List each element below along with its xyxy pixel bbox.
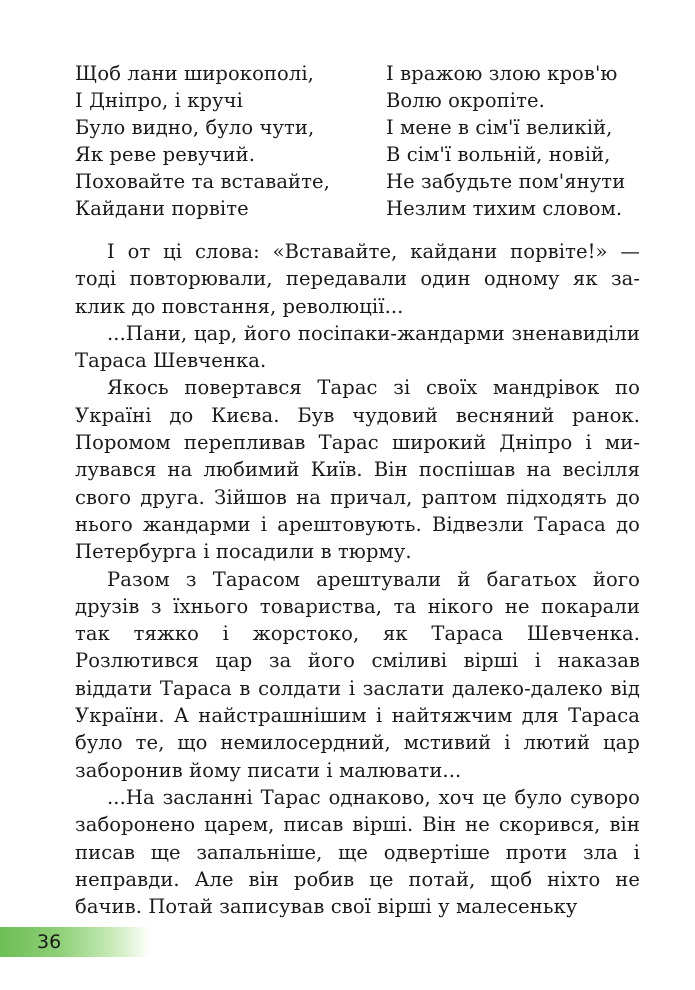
page-number-tab [0,927,150,957]
poem-line: В сім'ї вольній, новій, [386,143,611,166]
poem-line: І Дніпро, і кручі [75,89,244,112]
paragraph: Якось повертався Тарас зі своїх мандрівок по Україні до Києва. Був чудовий весняний ранок. Поромом перепливав Тарас широкий Дніпро і милувався на любимий Київ. Він поспішав на весілля свого друга. Зійшов на причал, раптом підходять до нього жандарми і арештовують. Відвезли Тараса до Петербурга і посадили в тюрму. [75,376,640,564]
poem-line: Було видно, було чути, [75,116,315,139]
page-number: 36 [37,931,62,953]
paragraph: ...На засланні Тарас однаково, хоч це було суворо заборонено царем, писав вірші. Він не скорився, він писав ще запальніше, ще одвертіше проти зла і неправди. Але він робив це потай, щоб ніхто не бачив. Потай записував свої вірші у малесеньку [75,785,640,919]
poem-line: Щоб лани широкополі, [75,62,314,85]
poem-left-column [75,60,330,222]
poem-line: Поховайте та вставайте, [75,170,330,193]
poem-line: І мене в сім'ї великій, [386,116,613,139]
poem-line: Не забудьте пом'янути [386,170,626,193]
poem-line: Кайдани порвіте [75,197,249,220]
paragraph: І от ці слова: «Вставайте, кайдани порвіте!» — тоді повторювали, передавали один одному як заклик до повстання, революції... [75,240,640,318]
body-text [75,238,640,920]
poem-line: Незлим тихим словом. [386,197,623,220]
poem-right-column [386,60,625,222]
poem-line: Волю окропіте. [386,89,545,112]
poem-line: Як реве ревучий. [75,143,256,166]
paragraph: ...Пани, цар, його посіпаки-жандарми зненавиділи Тараса Шевченка. [75,321,640,373]
paragraph: Разом з Тарасом арештували й багатьох його друзів з їхнього товариства, та нікого не покарали так тяжко і жорстоко, як Тараса Шевченка. Розлютився цар за його сміливі вірші і наказав віддати Тараса в солдати і заслати далеко-далеко від України. А найстрашнішим і найтяжчим для Тараса було те, що немилосердний, мстивий і лютий цар заборонив йому писати і малювати... [75,567,640,782]
poem-line: І вражою злою кров'ю [386,62,618,85]
